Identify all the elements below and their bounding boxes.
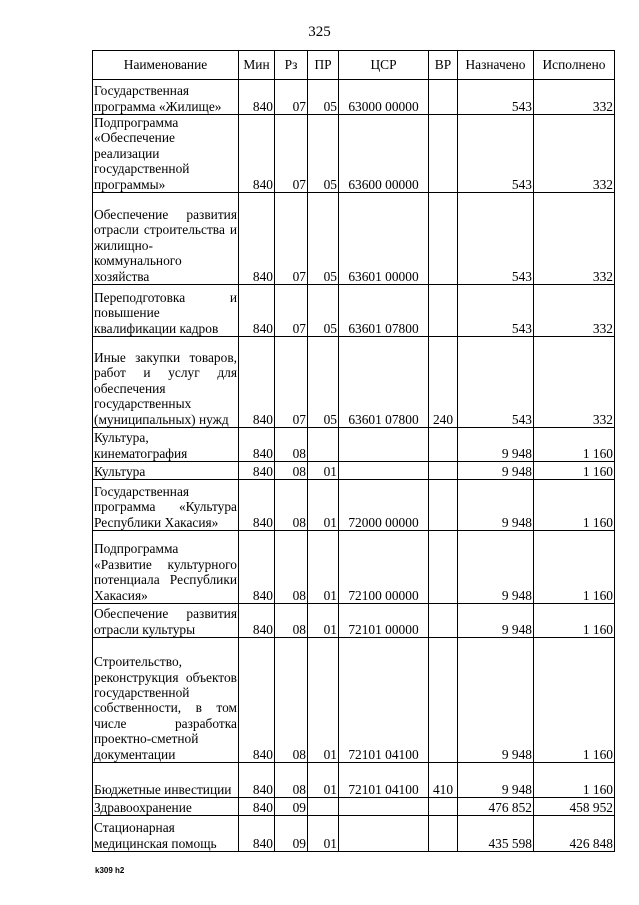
table-row bbox=[93, 80, 615, 115]
table-row bbox=[93, 462, 615, 480]
row-rz: 07 bbox=[275, 285, 308, 337]
header-min: Мин bbox=[239, 51, 275, 80]
row-pr: 05 bbox=[308, 80, 339, 115]
row-assigned: 543 bbox=[458, 285, 534, 337]
row-csr bbox=[339, 462, 429, 480]
row-rz: 07 bbox=[275, 337, 308, 428]
row-name bbox=[93, 337, 239, 428]
row-rz: 07 bbox=[275, 80, 308, 115]
row-csr bbox=[339, 798, 429, 816]
row-min: 840 bbox=[239, 604, 275, 638]
table-body bbox=[93, 80, 615, 852]
table-row bbox=[93, 285, 615, 337]
row-name-text: Государственная программа «Культура Республики Хакасия» bbox=[94, 483, 237, 530]
row-name-text: Стационарная медицинская помощь bbox=[94, 820, 217, 851]
row-min: 840 bbox=[239, 115, 275, 193]
row-pr: 05 bbox=[308, 285, 339, 337]
row-name-text: Культура bbox=[94, 463, 146, 479]
row-rz: 08 bbox=[275, 480, 308, 531]
row-executed: 332 bbox=[534, 80, 615, 115]
row-pr: 01 bbox=[308, 816, 339, 852]
row-pr: 01 bbox=[308, 763, 339, 798]
row-name-text: Подпрограмма «Развитие культурного потенциала Республики Хакасия» bbox=[94, 541, 237, 603]
table-row bbox=[93, 193, 615, 285]
row-rz: 09 bbox=[275, 816, 308, 852]
row-pr bbox=[308, 798, 339, 816]
row-csr bbox=[339, 816, 429, 852]
row-vr bbox=[429, 816, 458, 852]
row-name bbox=[93, 763, 239, 798]
row-assigned: 9 948 bbox=[458, 763, 534, 798]
row-vr bbox=[429, 428, 458, 462]
row-executed: 458 952 bbox=[534, 798, 615, 816]
row-vr bbox=[429, 638, 458, 763]
footer-code: k309 h2 bbox=[95, 866, 125, 875]
row-executed: 1 160 bbox=[534, 763, 615, 798]
header-assigned: Назначено bbox=[458, 51, 534, 80]
row-min: 840 bbox=[239, 337, 275, 428]
row-vr bbox=[429, 115, 458, 193]
row-min: 840 bbox=[239, 798, 275, 816]
row-pr: 01 bbox=[308, 462, 339, 480]
row-name bbox=[93, 816, 239, 852]
row-executed: 1 160 bbox=[534, 531, 615, 604]
table-row bbox=[93, 638, 615, 763]
row-name-text: Бюджетные инвестиции bbox=[94, 781, 232, 797]
row-min: 840 bbox=[239, 80, 275, 115]
row-csr: 72101 04100 bbox=[339, 763, 429, 798]
row-vr bbox=[429, 798, 458, 816]
row-csr: 63601 00000 bbox=[339, 193, 429, 285]
row-name bbox=[93, 428, 239, 462]
row-csr: 72100 00000 bbox=[339, 531, 429, 604]
row-name bbox=[93, 80, 239, 115]
row-vr: 240 bbox=[429, 337, 458, 428]
row-assigned: 543 bbox=[458, 80, 534, 115]
row-min: 840 bbox=[239, 763, 275, 798]
row-vr: 410 bbox=[429, 763, 458, 798]
row-rz: 08 bbox=[275, 638, 308, 763]
row-vr bbox=[429, 193, 458, 285]
table-row bbox=[93, 798, 615, 816]
row-name-text: Подпрограмма «Обеспечение реализации государственной программы» bbox=[94, 115, 190, 192]
row-assigned: 9 948 bbox=[458, 480, 534, 531]
row-executed: 426 848 bbox=[534, 816, 615, 852]
row-name-text: Иные закупки товаров, работ и услуг для обеспечения государственных (муниципальных) нужд bbox=[94, 350, 237, 427]
row-pr: 05 bbox=[308, 337, 339, 428]
header-csr: ЦСР bbox=[339, 51, 429, 80]
row-assigned: 543 bbox=[458, 193, 534, 285]
row-rz: 08 bbox=[275, 763, 308, 798]
row-assigned: 9 948 bbox=[458, 428, 534, 462]
row-rz: 08 bbox=[275, 531, 308, 604]
header-name: Наименование bbox=[93, 51, 239, 80]
row-min: 840 bbox=[239, 531, 275, 604]
row-assigned: 476 852 bbox=[458, 798, 534, 816]
row-executed: 332 bbox=[534, 193, 615, 285]
row-min: 840 bbox=[239, 816, 275, 852]
row-name bbox=[93, 462, 239, 480]
row-min: 840 bbox=[239, 480, 275, 531]
row-rz: 07 bbox=[275, 193, 308, 285]
row-assigned: 9 948 bbox=[458, 638, 534, 763]
row-csr bbox=[339, 428, 429, 462]
row-rz: 08 bbox=[275, 428, 308, 462]
row-executed: 1 160 bbox=[534, 428, 615, 462]
row-name-text: Переподготовка и повышение квалификации кадров bbox=[94, 289, 237, 336]
row-min: 840 bbox=[239, 462, 275, 480]
row-rz: 07 bbox=[275, 115, 308, 193]
row-rz: 08 bbox=[275, 462, 308, 480]
row-name bbox=[93, 604, 239, 638]
row-csr: 63601 07800 bbox=[339, 337, 429, 428]
table-row bbox=[93, 816, 615, 852]
row-executed: 332 bbox=[534, 285, 615, 337]
row-pr bbox=[308, 428, 339, 462]
table-header-row bbox=[93, 51, 615, 80]
row-name-text: Обеспечение развития отрасли строительства и жилищно-коммунального хозяйства bbox=[94, 207, 237, 284]
row-min: 840 bbox=[239, 285, 275, 337]
row-vr bbox=[429, 480, 458, 531]
row-vr bbox=[429, 285, 458, 337]
row-csr: 72101 00000 bbox=[339, 604, 429, 638]
row-rz: 09 bbox=[275, 798, 308, 816]
row-assigned: 9 948 bbox=[458, 462, 534, 480]
row-vr bbox=[429, 604, 458, 638]
row-pr: 05 bbox=[308, 193, 339, 285]
row-csr: 63601 07800 bbox=[339, 285, 429, 337]
row-rz: 08 bbox=[275, 604, 308, 638]
row-min: 840 bbox=[239, 638, 275, 763]
header-vr: ВР bbox=[429, 51, 458, 80]
row-pr: 01 bbox=[308, 480, 339, 531]
row-name-text: Обеспечение развития отрасли культуры bbox=[94, 606, 237, 637]
row-executed: 332 bbox=[534, 337, 615, 428]
row-min: 840 bbox=[239, 193, 275, 285]
row-assigned: 9 948 bbox=[458, 604, 534, 638]
row-pr: 01 bbox=[308, 638, 339, 763]
row-vr bbox=[429, 80, 458, 115]
header-pr: ПР bbox=[308, 51, 339, 80]
row-executed: 1 160 bbox=[534, 462, 615, 480]
row-assigned: 543 bbox=[458, 337, 534, 428]
row-name bbox=[93, 798, 239, 816]
row-name bbox=[93, 285, 239, 337]
row-executed: 1 160 bbox=[534, 638, 615, 763]
row-pr: 01 bbox=[308, 604, 339, 638]
table-row bbox=[93, 763, 615, 798]
row-assigned: 9 948 bbox=[458, 531, 534, 604]
row-pr: 05 bbox=[308, 115, 339, 193]
row-pr: 01 bbox=[308, 531, 339, 604]
row-vr bbox=[429, 531, 458, 604]
row-name-text: Культура, кинематография bbox=[94, 430, 188, 461]
row-executed: 1 160 bbox=[534, 604, 615, 638]
row-executed: 332 bbox=[534, 115, 615, 193]
row-executed: 1 160 bbox=[534, 480, 615, 531]
row-csr: 72101 04100 bbox=[339, 638, 429, 763]
row-name bbox=[93, 638, 239, 763]
table-row bbox=[93, 531, 615, 604]
row-csr: 63000 00000 bbox=[339, 80, 429, 115]
budget-table bbox=[92, 50, 615, 852]
row-csr: 72000 00000 bbox=[339, 480, 429, 531]
row-name bbox=[93, 193, 239, 285]
table-row bbox=[93, 428, 615, 462]
page-number: 325 bbox=[308, 24, 331, 40]
row-name-text: Строительство, реконструкция объектов государственной собственности, в том числе разработка проектно-сметной документации bbox=[94, 654, 237, 762]
header-rz: Рз bbox=[275, 51, 308, 80]
row-name bbox=[93, 115, 239, 193]
table-row bbox=[93, 115, 615, 193]
header-executed: Исполнено bbox=[534, 51, 615, 80]
row-name bbox=[93, 531, 239, 604]
row-name-text: Здравоохранение bbox=[94, 799, 192, 815]
row-csr: 63600 00000 bbox=[339, 115, 429, 193]
table-row bbox=[93, 604, 615, 638]
row-name-text: Государственная программа «Жилище» bbox=[94, 83, 222, 114]
row-name bbox=[93, 480, 239, 531]
row-assigned: 435 598 bbox=[458, 816, 534, 852]
table-row bbox=[93, 337, 615, 428]
row-assigned: 543 bbox=[458, 115, 534, 193]
row-vr bbox=[429, 462, 458, 480]
table-row bbox=[93, 480, 615, 531]
row-min: 840 bbox=[239, 428, 275, 462]
